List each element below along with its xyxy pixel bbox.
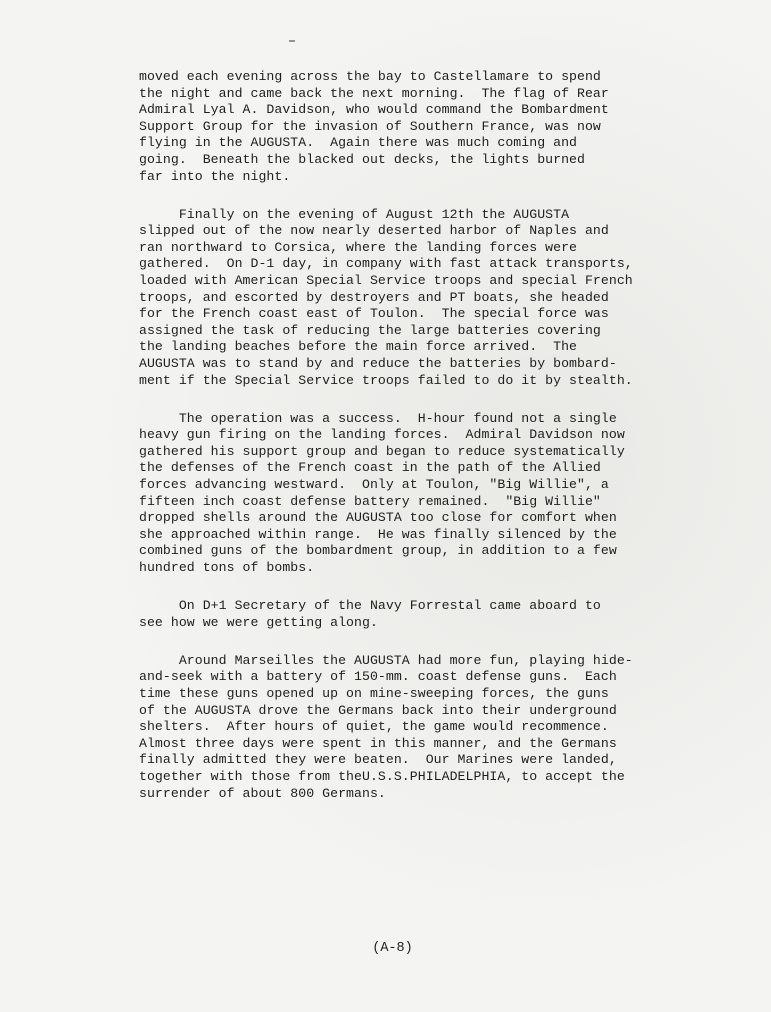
paragraph-1 — [139, 69, 659, 185]
text-line: moved each evening across the bay to Castellamare to spend — [139, 69, 601, 84]
text-line: ment if the Special Service troops failed to do it by stealth. — [139, 372, 633, 388]
text-line: the night and came back the next morning. The flag of Rear — [139, 85, 609, 101]
paragraph-4 — [139, 598, 659, 631]
text-line: see how we were getting along. — [139, 614, 378, 630]
text-line: of the AUGUSTA drove the Germans back into their underground — [139, 702, 617, 718]
text-line: forces advancing westward. Only at Toulon, "Big Willie", a — [139, 477, 609, 493]
text-line: the defenses of the French coast in the path of the Allied — [139, 460, 601, 476]
text-line: Support Group for the invasion of Southern France, was now — [139, 118, 601, 134]
stray-mark — [289, 40, 295, 42]
text-line: AUGUSTA was to stand by and reduce the batteries by bombard- — [139, 356, 617, 371]
text-line: fifteen inch coast defense battery remained. "Big Willie" — [139, 493, 601, 509]
text-line: troops, and escorted by destroyers and PT boats, she headed — [139, 289, 609, 305]
text-line: hundred tons of bombs. — [139, 560, 315, 576]
text-line: On D+1 Secretary of the Navy Forrestal came aboard to — [139, 598, 601, 614]
text-line: time these guns opened up on mine-sweeping forces, the guns — [139, 686, 609, 701]
text-line: the landing beaches before the main force arrived. The — [139, 339, 578, 355]
text-line: shelters. After hours of quiet, the game would recommence. — [139, 719, 609, 735]
page-number: (A-8) — [372, 941, 413, 956]
text-line: flying in the AUGUSTA. Again there was much coming and — [139, 135, 578, 151]
text-line: going. Beneath the blacked out decks, the lights burned — [139, 151, 585, 167]
text-line: for the French coast east of Toulon. The special force was — [139, 306, 609, 322]
paragraph-3 — [139, 411, 659, 577]
text-line: assigned the task of reducing the large batteries covering — [139, 322, 601, 338]
text-line: far into the night. — [139, 168, 291, 184]
text-line: slipped out of the now nearly deserted harbor of Naples and — [139, 223, 609, 239]
text-line: and-seek with a battery of 150-mm. coast defense guns. Each — [139, 669, 617, 685]
text-line: dropped shells around the AUGUSTA too close for comfort when — [139, 510, 617, 526]
text-line: finally admitted they were beaten. Our Marines were landed, — [139, 752, 617, 768]
text-line: gathered. On D-1 day, in company with fast attack transports, — [139, 256, 633, 272]
text-line: heavy gun firing on the landing forces. Admiral Davidson now — [139, 427, 625, 443]
text-line: Almost three days were spent in this manner, and the Germans — [139, 735, 617, 751]
text-line: Around Marseilles the AUGUSTA had more fun, playing hide- — [139, 652, 633, 668]
text-line: ran northward to Corsica, where the landing forces were — [139, 239, 578, 255]
paragraph-2 — [139, 207, 659, 390]
text-line: loaded with American Special Service troops and special French — [139, 273, 633, 289]
text-line: gathered his support group and began to reduce systematically — [139, 443, 625, 459]
paragraph-5 — [139, 653, 659, 802]
body-text — [139, 69, 659, 802]
text-line: combined guns of the bombardment group, in addition to a few — [139, 543, 617, 559]
text-line: Finally on the evening of August 12th the AUGUSTA — [139, 206, 570, 222]
text-line: The operation was a success. H-hour found not a single — [139, 410, 617, 426]
text-line: she approached within range. He was finally silenced by the — [139, 526, 617, 542]
text-line: surrender of about 800 Germans. — [139, 785, 386, 801]
text-line: together with those from theU.S.S.PHILADELPHIA, to accept the — [139, 768, 625, 784]
text-line: Admiral Lyal A. Davidson, who would command the Bombardment — [139, 102, 609, 118]
